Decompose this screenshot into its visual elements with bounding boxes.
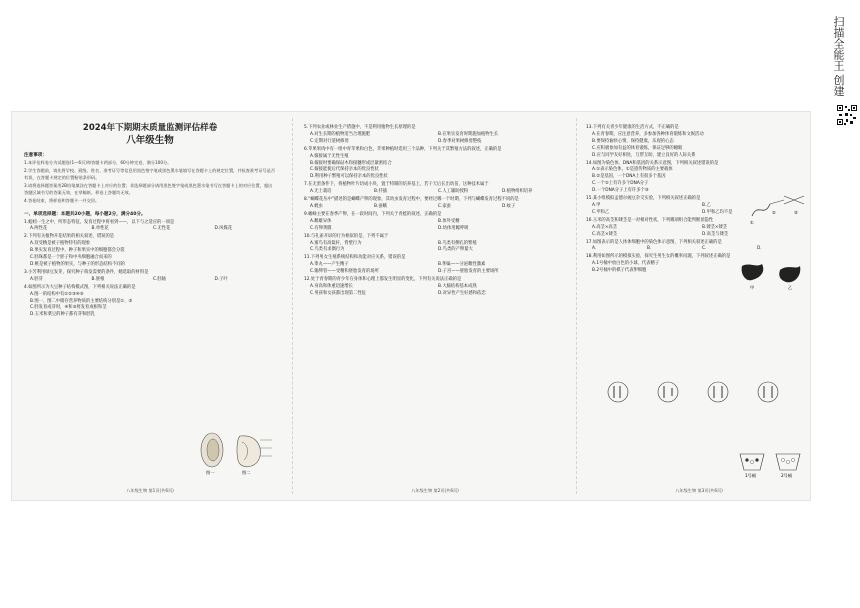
answer-option: A.在青春期，应注意营养，多参加各种体育锻炼和文娱活动 <box>592 131 704 137</box>
side-stamp-text <box>832 16 846 97</box>
page-divider <box>292 118 293 494</box>
answer-option: A.身高和体重迅速增长 <box>310 283 353 289</box>
answer-option: A.1号桶中放白色的小球，代表精子 <box>592 261 660 267</box>
answer-option: A.图一的结构中有①②③④⑤ <box>30 291 84 297</box>
answer-option: D.鸟类的产卵量大 <box>438 247 473 253</box>
answer-option: B.单性花 <box>91 226 109 232</box>
answer-option: C.一个②上有许多个DNA分子 <box>592 181 649 187</box>
question-item <box>586 161 812 196</box>
question-stem: 1.蚯蚓一生之中，所形态特征，发育过程中将看到——，以下与之适应的一项是 <box>24 219 175 225</box>
question-stem: 14.如图为染色体、DNA和基因的关系示意图，下列相关叙述错误的是 <box>586 160 719 166</box>
answer-option: B.扦插 <box>374 189 387 195</box>
answer-option: B.要保持愉快心情，保持健康，乐观的心态 <box>592 138 674 144</box>
answer-option: D. <box>757 246 762 252</box>
page-footer: 八年级生物 第1页(共6页) <box>126 488 174 493</box>
answer-option: B.胚根 <box>91 276 105 282</box>
answer-option: A.蝗虫 <box>310 203 323 209</box>
answer-option: D.利用种子繁殖可以保持亲本的优良性状 <box>310 174 388 180</box>
fig18-label-2: 2号桶 <box>781 473 793 478</box>
answer-option: B.②是基因，一个DNA上有很多个基因 <box>592 174 666 180</box>
answer-option: B.蚕蛾 <box>374 203 387 209</box>
answer-option: A.蜜鸟有高粱秆，背壁行为 <box>310 240 362 246</box>
answer-option: B.2号桶中的棋子代表卵细胞 <box>592 268 647 274</box>
bucket-experiment-figure <box>736 450 806 478</box>
question-stem: 12.处于青春期的青少年在身体和心理上都发生明显的变化，下列有关说法正确的是 <box>304 277 462 283</box>
exam-sheet <box>12 112 810 500</box>
question-item <box>304 147 566 182</box>
answer-option: A.无土栽培 <box>310 189 332 195</box>
answer-option: C. <box>702 246 707 252</box>
answer-option: B.嫁接时要确保砧木和接穗形成层紧密结合 <box>310 160 392 166</box>
fig4-label-1: 图一 <box>206 470 215 475</box>
page-3 <box>586 112 812 500</box>
question-item <box>304 277 566 298</box>
answer-option: D.一个DNA分子上有许多个③ <box>592 188 649 194</box>
question-stem: 7.在无蛋条件下，将植物叶片切成小块，置于特制的培养基上，若干天后长出幼苗，这种技术属于 <box>304 182 489 188</box>
answer-option: C.鸟类有求偶行为 <box>310 247 345 253</box>
answer-option: D.植物组织培养 <box>502 189 533 195</box>
answer-option: B.乙 <box>702 202 711 208</box>
note-item: 2.学生答题前，请先将学校、班级、姓名、准考证号等信息用黑色签字笔或黑色墨水笔填写在答题卡上的规定位置，并检查准考证号是否有误，在答题卡规定的位置粘贴条形码。 <box>24 167 276 181</box>
answer-option: A.嫁接属于无性生殖 <box>310 153 349 159</box>
fig15-label-1: 甲 <box>750 285 755 290</box>
question-item <box>24 270 276 284</box>
answer-option: B. <box>647 246 652 252</box>
answer-option: D.对异性产生好感和依恋 <box>438 290 486 296</box>
answer-option: C.家蚕 <box>438 203 451 209</box>
answer-option: B.图一、图二中储存营养物质的主要结构分别是①、③ <box>30 298 133 304</box>
answer-option: A.雌雄异体 <box>310 218 332 224</box>
question-stem: 6.苹果果肉中有一组中青苹果和白色，苹果种植时选用三个品种，下列关于其繁殖方法的叙述，正确的是 <box>304 146 502 152</box>
question-stem: 18.利用如图所示的模拟实验，探究生男生女的概率问题，下列叙述正确的是 <box>586 254 731 260</box>
answer-option: D.风媒花 <box>214 226 233 232</box>
answer-option: A.胚芽 <box>30 276 43 282</box>
answer-option: B.体外受精 <box>438 218 460 224</box>
note-item: 1.本评估样卷分为试题卷(1—6页)和答题卡两部分，60分钟完卷，满分100分。 <box>24 160 172 165</box>
answer-option: B.鸟类有侧孔的繁殖 <box>438 240 477 246</box>
chromosome-cells-figure <box>598 380 798 406</box>
question-stem: 8.“蝴蝶花丛中”描述的是蝴蝶产卵的现象，其幼虫发育过程中，要经过哪一个时期，下列与蝴蝶发育过程不同的是 <box>304 197 519 203</box>
question-stem: 2.下列有关植物开花结果的相关叙述，错误的是 <box>24 234 115 240</box>
question-item <box>304 234 566 255</box>
question-stem: 3.小芳利用绿豆发芽，探究种子萌发需要的条件，她选取的材料是 <box>24 269 149 275</box>
question-stem: 9.蟾蜍主要在春季产卵，在一段时间内，下列关于青蛙的叙述，正确的是 <box>304 211 442 217</box>
peppered-moth-figure <box>736 260 806 290</box>
answer-option: C.胚珠都是一个胚子和中央细胞融合而来的 <box>30 255 112 261</box>
answer-option: D.子叶 <box>214 276 228 282</box>
question-stem: 13.下列有关青少年健康的生活方式，不正确的是 <box>586 125 679 130</box>
question-list <box>24 220 276 320</box>
question-stem: 15.某小组模拟孟德尔豌豆杂交实验，下列相关叙述正确的是 <box>586 196 701 202</box>
note-item: 4.答卷结束，将样卷和答题卡一并交回。 <box>24 197 100 203</box>
question-stem: 5.下列农业或林业生产措施中，不是利用植物生长原理的是 <box>304 125 416 130</box>
question-item <box>24 234 276 269</box>
question-item <box>24 220 276 234</box>
answer-option: D.甲和乙均不是 <box>702 209 733 215</box>
answer-option: C.人工辅助授粉 <box>438 189 469 195</box>
page-2 <box>304 112 566 500</box>
answer-option: C.胚发育成芽时，④和⑤将发育成根和茎 <box>30 305 107 311</box>
answer-option: A.高茎×高茎 <box>592 224 618 230</box>
question-item <box>304 197 566 211</box>
question-item <box>586 125 812 160</box>
answer-option: D.桃是被子植物的果实，与种子的形态结构不同的 <box>30 262 125 267</box>
answer-option: C.甲和乙 <box>592 209 610 215</box>
question-list <box>304 125 566 298</box>
answer-option: A.对生长期的植物适当合理施肥 <box>310 131 371 137</box>
page-1 <box>24 112 276 500</box>
answer-option: A.两性花 <box>30 226 48 232</box>
answer-option: A.双受精是被子植物特有的现象 <box>30 241 91 247</box>
fig15-label-2: 乙 <box>788 285 793 290</box>
answer-option: C.男孩和女孩都出现第二性征 <box>310 290 366 296</box>
notes-heading: 注意事项： <box>24 153 47 158</box>
question-item <box>586 240 812 254</box>
answer-option: C.应积极参加有益的体育锻炼，保证足够的睡眠 <box>592 145 683 151</box>
question-stem: 4.如图所示为大豆种子结构模式图，下列相关说法正确的是 <box>24 284 136 290</box>
fig14-label-1: ① <box>750 220 754 225</box>
answer-option: D.春季对果树修剪整枝 <box>438 138 482 144</box>
seed-structure-figure <box>196 430 274 476</box>
answer-option: B.大脑结构基本成熟 <box>438 283 477 289</box>
answer-option: D.玉米和菜豆的种子都有芽和胚乳 <box>30 312 95 318</box>
page-footer: 八年级生物 第2页(共6页) <box>411 488 459 493</box>
note-item: 3.请将选择题答案用2B铅笔填涂在答题卡上对应的位置；非选择题部分请用黑色签字笔或黑色墨水笔书写在答题卡上的对应位置，超出答题区域书写的答案无效，在草稿纸、样卷上答题均无效。 <box>24 182 273 196</box>
answer-option: C.嫁接能使后代保持亲本的优良性状 <box>310 167 379 173</box>
question-stem: 17.如图表示的是人体体细胞中的染色体示意图，下列相关叙述正确的是 <box>586 239 722 245</box>
answer-option: A.①表示染色体，①是遗传物质的主要载体 <box>592 167 673 173</box>
question-item <box>304 182 566 196</box>
question-item <box>304 212 566 233</box>
question-item <box>304 255 566 276</box>
fig18-label-1: 1号桶 <box>745 473 757 478</box>
notes-list <box>24 159 276 205</box>
answer-option: A. <box>592 246 597 252</box>
answer-option: B.在果实发育时期施加植物生长 <box>438 131 499 137</box>
answer-option: D.子宫——胚胎发育的主要场所 <box>438 269 499 275</box>
fig14-label-2: ② <box>772 210 776 215</box>
question-item <box>304 125 566 146</box>
answer-option: C.高茎×矮茎 <box>592 231 618 237</box>
qr-code-icon <box>836 104 858 126</box>
exam-subject: 八年级生物 <box>126 135 174 146</box>
side-text: 扫描全能王 创建 <box>832 16 845 97</box>
chromosome-dna-figure <box>748 192 808 226</box>
answer-option: A.甲 <box>592 202 601 208</box>
question-stem: 11.下列男女生殖系统结构和功能对应关系，错误的是 <box>304 255 406 261</box>
fig14-label-3: ③ <box>794 210 798 215</box>
answer-option: C.有卵黄膜 <box>310 225 332 231</box>
question-item <box>24 285 276 320</box>
page-divider <box>576 118 577 494</box>
answer-option: D.蚊子 <box>502 203 516 209</box>
answer-option: A.睾丸——产生精子 <box>310 262 349 268</box>
answer-option: C.无性花 <box>153 226 171 232</box>
answer-option: D.高茎与矮茎 <box>702 231 729 237</box>
answer-option: C.输卵管——受精和胚胎发育的场所 <box>310 269 379 275</box>
answer-option: C.定期对行道树修剪 <box>310 138 349 144</box>
section-heading: 一、单项选择题：本题共20小题，每小题2分，满分40分。 <box>24 211 146 217</box>
answer-option: B.矮茎×矮茎 <box>702 224 728 230</box>
question-stem: 16.玉米的高茎和矮茎是一对相对性状，下列哪项组合能判断显隐性 <box>586 217 714 223</box>
fig4-label-2: 图二 <box>242 470 251 475</box>
answer-option: C.胚轴 <box>153 276 166 282</box>
answer-option: B.果实发育过程中，种子和果实中的细胞都会分裂 <box>30 248 125 254</box>
page-footer: 八年级生物 第3页(共6页) <box>675 488 723 493</box>
exam-title: 2024年下期期末质量监测评估样卷 <box>82 123 218 133</box>
answer-option: D.幼体用鳃呼吸 <box>438 225 469 231</box>
answer-option: D.应与同学友好相处，互帮互助，建立良好的人际关系 <box>592 152 696 158</box>
question-stem: 10.与孔雀开屏的行为相似的是，下列不属于 <box>304 233 389 239</box>
answer-option: B.卵巢——分泌雌性激素 <box>438 262 486 268</box>
